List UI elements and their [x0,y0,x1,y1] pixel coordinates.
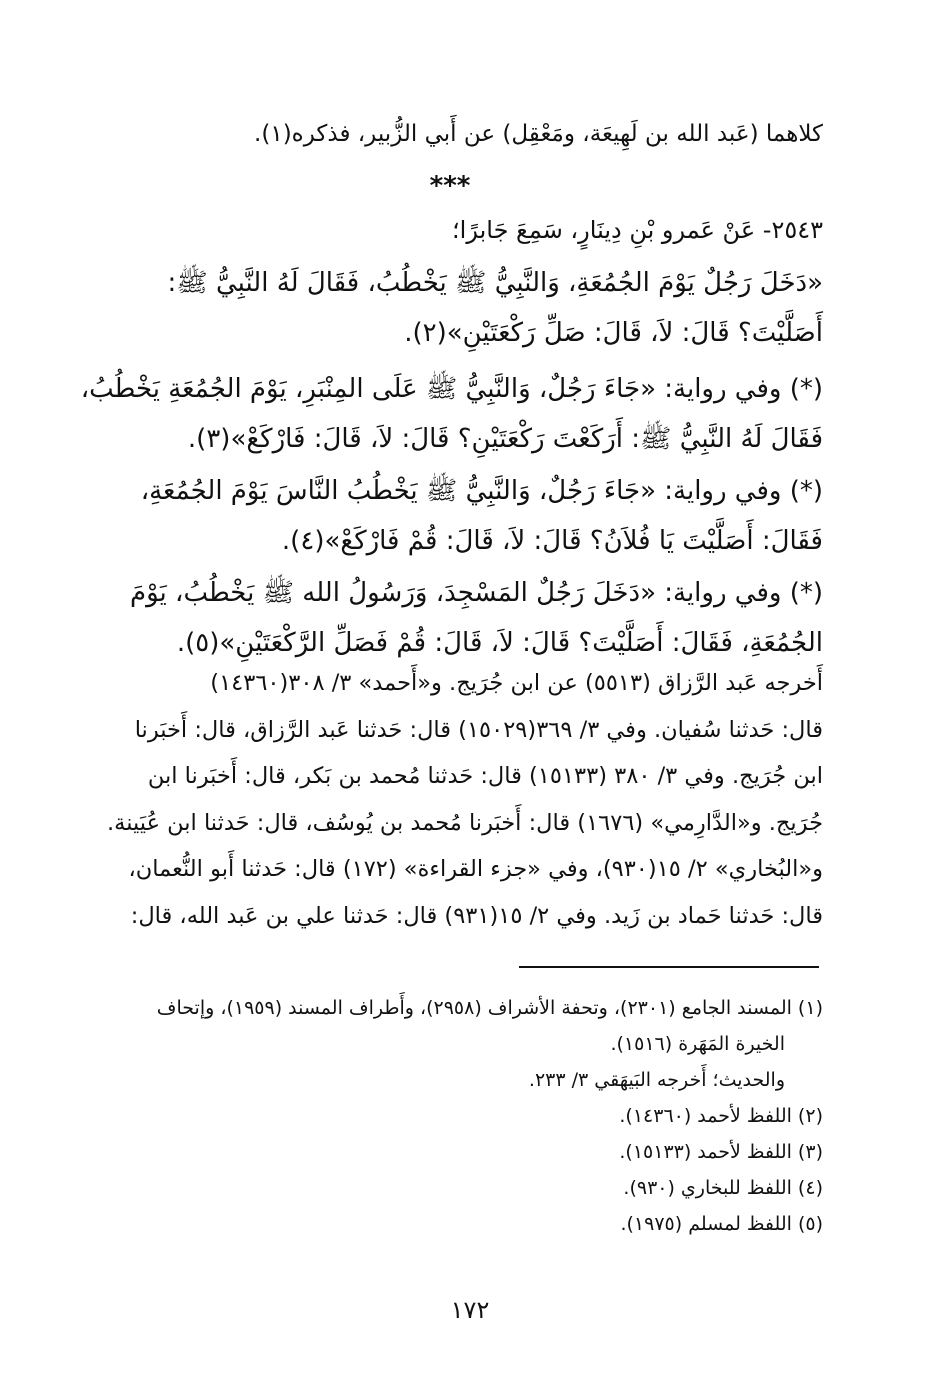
riwaya-line: الجُمُعَةِ، فَقَالَ: أَصَلَّيْتَ؟ قَالَ: لاَ، قَالَ: قُمْ فَصَلِّ الرَّكْعَتَيْنِ»(٥). [176,628,823,658]
takhrij-line: و«البُخاري» ٢/ ١٥(٩٣٠)، وفي «جزء القراءة» (١٧٢) قال: حَدثنا أَبو النُّعمان، [128,856,823,882]
riwaya-line: (*) وفي رواية: «جَاءَ رَجُلٌ، وَالنَّبِيُّ ﷺ يَخْطُبُ النَّاسَ يَوْمَ الجُمُعَةِ، [140,476,823,506]
hadith-text-line: أَصَلَّيْتَ؟ قَالَ: لاَ، قَالَ: صَلِّ رَكْعَتَيْنِ»(٢). [404,318,823,348]
takhrij-line: ابن جُرَيج. وفي ٣/ ٣٨٠ (١٥١٣٣) قال: حَدثنا مُحمد بن بَكر، قال: أَخبَرنا ابن [147,763,823,789]
riwaya-line: (*) وفي رواية: «جَاءَ رَجُلٌ، وَالنَّبِيُّ ﷺ عَلَى المِنْبَرِ، يَوْمَ الجُمُعَةِ يَخْطُبُ، [80,374,823,404]
riwaya-line: فَقَالَ: أَصَلَّيْتَ يَا فُلاَنُ؟ قَالَ: لاَ، قَالَ: قُمْ فَارْكَعْ»(٤). [281,526,823,556]
footnote-1-note: والحديث؛ أَخرجه البَيهَقي ٣/ ٢٣٣. [528,1069,785,1091]
riwaya-paragraph [78,466,823,566]
hadith-heading-line: ٢٥٤٣- عَنْ عَمرو بْنِ دِينَارٍ، سَمِعَ جَابرًا؛ [452,216,823,244]
hadith-text-line: «دَخَلَ رَجُلٌ يَوْمَ الجُمُعَةِ، وَالنَّبِيُّ ﷺ يَخْطُبُ، فَقَالَ لَهُ النَّبِيُّ ﷺ: [167,268,823,298]
footnote-divider [519,966,819,968]
footnote-1: (١) المسند الجامع (٢٣٠١)، وتحفة الأشراف (٢٩٥٨)، وأَطراف المسند (١٩٥٩)، وإتحاف [156,997,823,1019]
takhrij-paragraph [78,660,823,939]
hadith-heading [78,208,823,252]
footnote-4: (٤) اللفظ للبخاري (٩٣٠). [623,1177,823,1199]
footnote-2: (٢) اللفظ لأحمد (١٤٣٦٠). [619,1105,823,1127]
intro-line: كلاهما (عَبد الله بن لَهِيعَة، ومَعْقِل) عن أَبي الزُّبير، فذكره(١). [254,121,823,147]
takhrij-line: جُرَيج. و«الدَّارِمي» (١٦٧٦) قال: أَخبَرنا مُحمد بن يُوسُف، قال: حَدثنا ابن عُيَينة. [107,809,823,836]
footnotes [78,990,823,1242]
takhrij-line: قال: حَدثنا حَماد بن زَيد. وفي ٢/ ١٥(٩٣١) قال: حَدثنا علي بن عَبد الله، قال: [130,902,823,929]
section-separator: *** [429,171,471,201]
page-number: ١٧٢ [450,1296,490,1324]
riwaya-line: فَقَالَ لَهُ النَّبِيُّ ﷺ: أَرَكَعْتَ رَكْعَتَيْنِ؟ قَالَ: لاَ، قَالَ: فَارْكَعْ»(٣). [187,424,823,454]
riwaya-paragraph [78,568,823,668]
footnote-3: (٣) اللفظ لأحمد (١٥١٣٣). [619,1141,823,1163]
riwaya-line: (*) وفي رواية: «دَخَلَ رَجُلٌ المَسْجِدَ، وَرَسُولُ الله ﷺ يَخْطُبُ، يَوْمَ [130,578,823,608]
takhrij-line: أَخرجه عَبد الرَّزاق (٥٥١٣) عن ابن جُرَيج. و«أَحمد» ٣/ ٣٠٨(١٤٣٦٠) [210,670,823,696]
footnote-1-continued: الخيرة المَهَرة (١٥١٦). [610,1033,785,1055]
riwaya-paragraph [78,364,823,464]
footnote-5: (٥) اللفظ لمسلم (١٩٧٥). [620,1213,823,1235]
intro-paragraph [78,112,823,156]
hadith-text [78,258,823,358]
takhrij-line: قال: حَدثنا سُفيان. وفي ٣/ ٣٦٩(١٥٠٢٩) قال: حَدثنا عَبد الرَّزاق، قال: أَخبَرنا [134,716,823,743]
